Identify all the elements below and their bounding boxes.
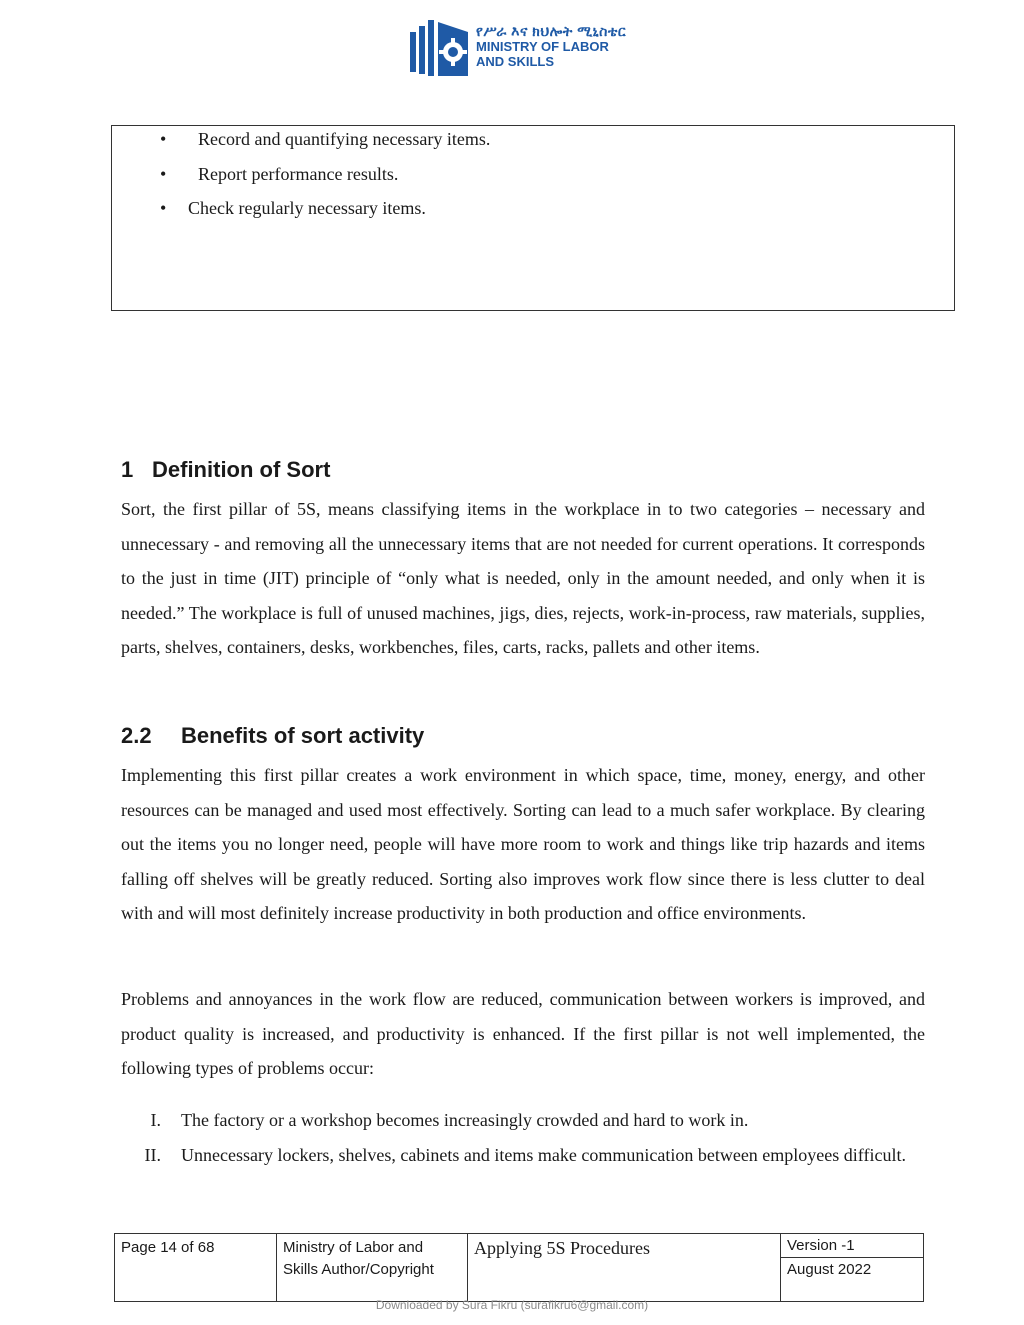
logo-line1: MINISTRY OF LABOR <box>476 39 609 54</box>
bullet-icon: • <box>160 129 167 149</box>
page-number: Page 14 of 68 <box>121 1239 215 1256</box>
footer-page-cell <box>115 1234 277 1301</box>
section-heading <box>121 457 330 483</box>
roman-numeral: I. <box>150 1110 161 1130</box>
section-heading <box>121 723 424 749</box>
problem-text: Unnecessary lockers, shelves, cabinets and items make communication between employees difficult. <box>181 1145 906 1165</box>
footer-version-cell <box>781 1234 923 1301</box>
footer-owner-cell <box>277 1234 468 1301</box>
roman-numeral: II. <box>144 1145 161 1165</box>
ministry-emblem-icon <box>408 18 472 78</box>
problem-text: The factory or a workshop becomes increasingly crowded and hard to work in. <box>181 1110 749 1130</box>
owner-text: Ministry of Labor and Skills Author/Copyright <box>283 1239 434 1278</box>
list-item-text: Check regularly necessary items. <box>188 198 426 218</box>
list-item-text: Record and quantifying necessary items. <box>198 129 491 149</box>
problem-item <box>150 1103 925 1138</box>
section1-paragraph: Sort, the first pillar of 5S, means classifying items in the workplace in to two categories – necessary and unnecessary - and removing all the unnecessary items that are not needed for current operations. It corresponds to the just in time (JIT) principle of “only what is needed, only in the amount needed, and only when it is needed.” The workplace is full of unused machines, jigs, dies, rejects, work-in-process, raw materials, supplies, parts, shelves, containers, desks, workbenches, files, carts, racks, pallets and other items. <box>121 499 925 658</box>
document-title: Applying 5S Procedures <box>474 1238 650 1258</box>
problem-item <box>144 1138 925 1173</box>
download-note: Downloaded by Sura Fikru (surafikru6@gmail.com) <box>375 1298 649 1312</box>
bullet-icon: • <box>160 164 167 184</box>
section-title: Definition of Sort <box>152 457 331 482</box>
footer-table <box>114 1233 924 1302</box>
section-title: Benefits of sort activity <box>181 723 425 748</box>
section-number: 2.2 <box>121 723 152 748</box>
logo-line2: AND SKILLS <box>476 54 554 69</box>
logo-amharic: የሥራ እና ክህሎት ሚኒስቴር <box>476 23 627 39</box>
section-number: 1 <box>121 457 134 482</box>
section2-paragraph-2: Problems and annoyances in the work flow are reduced, communication between workers is improved, and product quality is increased, and productivity is enhanced. If the first pillar is not well implemented, the following types of problems occur: <box>121 989 925 1079</box>
logo-wordmark <box>476 24 646 69</box>
footer-title-cell <box>468 1234 781 1301</box>
version-text: Version -1 <box>781 1235 923 1258</box>
section2-paragraph-1: Implementing this first pillar creates a work environment in which space, time, money, energy, and other resources can be managed and used most effectively. Sorting can lead to a much safer workplace. By clearing out the items you no longer need, people will have more room to work and things like trip hazards and items falling off shelves will be greatly reduced. Sorting also improves work flow since there is less clutter to deal with and will most definitely increase productivity in both production and office environments. <box>121 765 925 924</box>
version-date: August 2022 <box>787 1261 872 1278</box>
bullet-icon: • <box>160 198 167 218</box>
list-item-text: Report performance results. <box>198 164 399 184</box>
